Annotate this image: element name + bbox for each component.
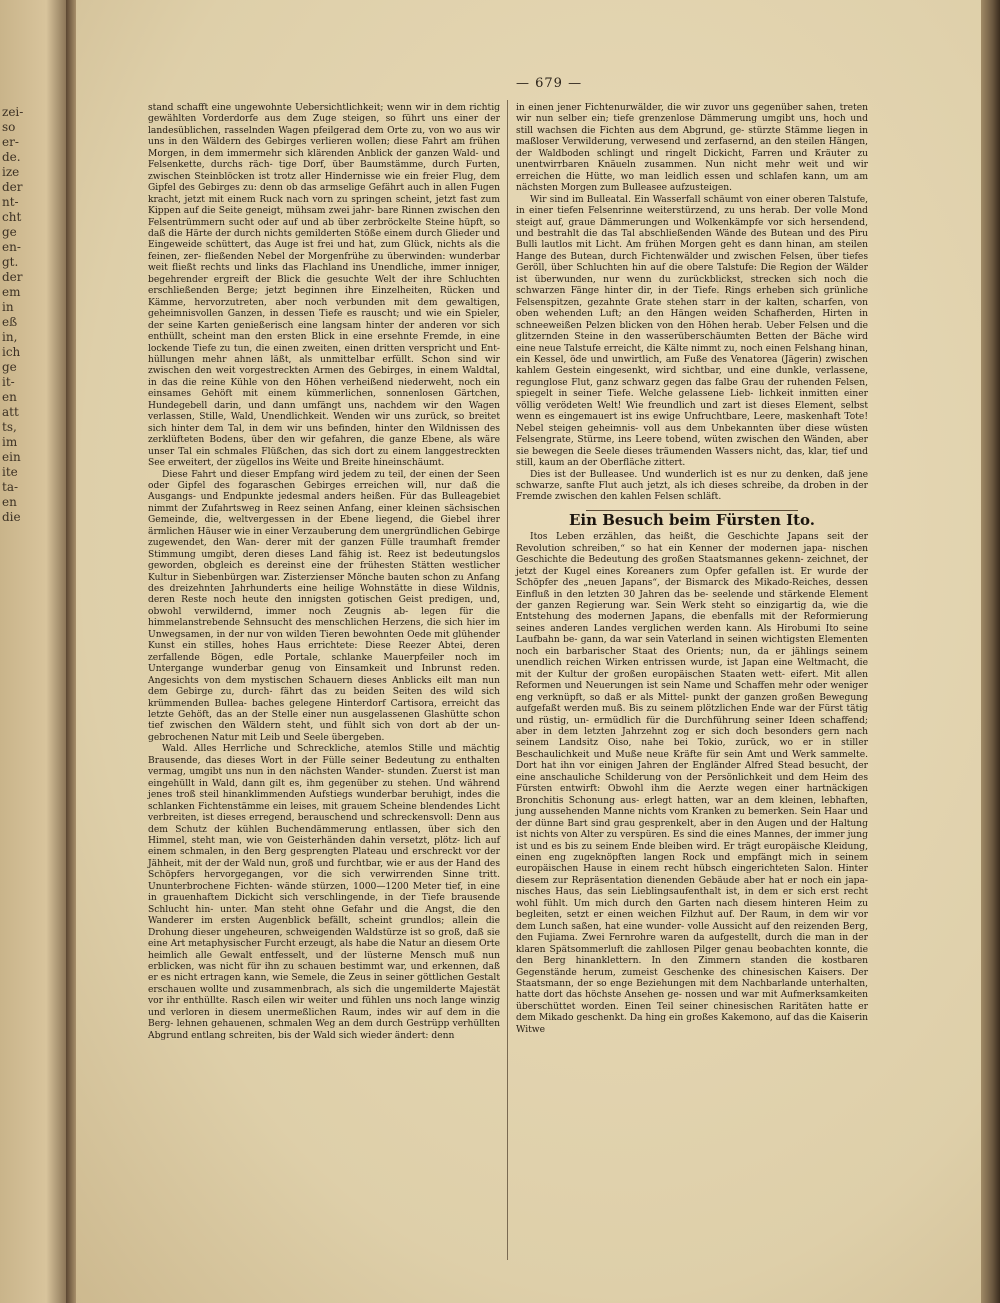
left-page-fragment: en [2,390,17,404]
left-page-fragment: ts, [2,420,17,434]
left-page-edge [0,0,66,1303]
left-page-fragment: im [2,435,18,449]
left-page-fragment: der [2,270,23,284]
paragraph: Itos Leben erzählen, das heißt, die Geschichte Japans seit der Revolution schreiben,“ so hat ein Kenner der modernen japa- nischen Geschichte die Bedeutung des großen Staatsmannes gekenn- zeichnet, der jetzt der Kugel eines Koreaners zum Opfer gefallen ist. Er wurde der Schöpfer des „neuen Japans“, der Bismarck des Mikado-Reiches, dessen Einfluß in den letzten 30 Jahren das be- seelende und stärkende Element der ganzen Regierung war. Sein Werk steht so einzigartig da, wie die Entstehung des modernen Japans, die ebenfalls mit der Reformierung seines anderen Landes verglichen werden kann. Als Hirobumi Ito seine Laufbahn be- gann, da war sein Vaterland in seinen wichtigsten Elementen noch ein barbarischer Staat des Orients; nun, da er jählings seinem unendlich reichen Wirken entrissen wurde, ist Japan eine Weltmacht, die mit der Kultur der großen europäischen Staaten wett- eifert. Mit allen Reformen und Neuerungen ist sein Name und Schaffen mehr oder weniger eng verknüpft, so daß er als Mittel- punkt der ganzen großen Bewegung aufgefaßt werden muß. Bis zu seinem plötzlichen Ende war der Fürst tätig und rüstig, un- ermüdlich für die Durchführung seiner Ideen schaffend; aber in dem letzten Jahrzehnt zog er sich doch besonders gern nach seinem Landsitz Oiso, nahe bei Tokio, zurück, wo er in stiller Beschaulichkeit und Muße neue Kräfte für sein Amt und Werk sammelte. Dort hat ihn vor einigen Jahren der Engländer Alfred Stead besucht, der eine anschauliche Schilderung von der Persönlichkeit und dem Heim des Fürsten entwirft: Obwohl ihm die Aerzte wegen einer hartnäckigen Bronchitis Schonung aus- erlegt hatten, war an dem kleinen, lebhaften, jung aussehenden Manne nichts vom Kranken zu bemerken. Sein Haar und der dünne Bart sind grau gesprenkelt, aber in den Augen und der Haltung ist nichts von Alter zu verspüren. Es sind die eines Mannes, der immer jung ist und es bis zu seinem Ende bleiben wird. Er trägt europäische Kleidung, einen eng zugeknöpften langen Rock und empfängt mich in seinem europäischen Hause in einem recht hübsch eingerichteten Salon. Hinter diesem zur Repräsentation dienenden Gebäude aber hat er noch ein japa- nisches Haus, das sein Lieblingsaufenthalt ist, in dem er sich erst recht wohl fühlt. Um mich durch den Garten nach diesem hinteren Heim zu begleiten, setzt er einen weichen Filzhut auf. Der Raum, in dem wir vor dem Lunch saßen, hat eine wunder- volle Aussicht auf den reizenden Berg, den Fujiama. Zwei Fernrohre waren da aufgestellt, durch die man in der klaren Spätsommerluft die zahllosen Pilger genau beobachten konnte, die den Berg hinanklettern. In den Zimmern standen die kostbaren Gegenstände herum, zumeist Geschenke des chinesischen Kaisers. Der Staatsmann, der so enge Beziehungen mit dem Nachbarlande unterhalten, hatte dort das höchste Ansehen ge- nossen und war mit Aufmerksamkeiten überschüttet worden. Einen Teil seiner chinesischen Raritäten hatte er dem Mikado geschenkt. Da hing ein großes Kakemono, auf das die Kaiserin Witwe [516,532,868,1035]
page-edge [981,0,1000,1303]
left-page-fragment: so [2,120,16,134]
left-page-fragment: ge [2,225,17,239]
left-page-fragment: in [2,300,14,314]
column-rule [507,100,508,1260]
left-page-fragment: eß [2,315,18,329]
left-page-fragment: ize [2,165,20,179]
left-page-fragment: in, [2,330,18,344]
left-page-fragment: en [2,495,17,509]
left-page-fragment: die [2,510,21,524]
left-page-fragment: der [2,180,23,194]
left-page-fragment: it- [2,375,15,389]
left-page-fragment: ta- [2,480,19,494]
page-number: — 679 — [516,76,583,91]
left-page-fragment: zei- [2,105,24,119]
right-page [76,0,981,1303]
left-column [148,103,500,1042]
left-page-fragment: de. [2,150,21,164]
left-page-fragment: ge [2,360,17,374]
left-page-fragment: er- [2,135,19,149]
paragraph: Wald. Alles Herrliche und Schreckliche, atemlos Stille und mächtig Brausende, das dieses Wort in der Fülle seiner Bedeutung zu enthalten vermag, umgibt uns nun in den nächsten Wander- stunden. Zuerst ist man eingehüllt in Wald, dann gilt es, ihm gegenüber zu stehen. Und während jenes troß steil hinanklimmenden Aufstiegs wunderbar beruhigt, indes die schlanken Fichtenstämme ein leises, mit grauem Scheine blendendes Licht verbreiten, ist dieses erregend, berauschend und schreckensvoll: Denn aus dem Schutz der kühlen Buchendämmerung entlassen, über sich den Himmel, steht man, wie von Geisterhänden dahin versetzt, plötz- lich auf einem schmalen, in den Berg gesprengten Plateau und erschreckt vor der Jähheit, mit der der Wald nun, groß und furchtbar, wie er aus der Hand des Schöpfers hervorgegangen, vor die sich verwirrenden Sinne tritt. Ununterbrochene Fichten- wände stürzen, 1000—1200 Meter tief, in eine in grauenhaftem Dickicht sich verschlingende, in der Tiefe brausende Schlucht hin- unter. Man steht ohne Gefahr und die Angst, die den Wanderer im ersten Augenblick befällt, scheint grundlos; allein die Drohung dieser ungeheuren, schweigenden Waldstürze ist so groß, daß sie eine Art metaphysischer Furcht erzeugt, als habe die Natur an diesem Orte heimlich alle Gewalt entfesselt, und der lüsterne Mensch muß nun erblicken, was nicht für ihn zu schauen bestimmt war, und erkennen, daß er es nicht ertragen kann, wie Semele, die Zeus in seiner göttlichen Gestalt erschauen wollte und zusammenbrach, als sich die ungemilderte Majestät vor ihr enthüllte. Rasch eilen wir weiter und fühlen uns noch lange winzig und verloren in diesem unermeßlichen Raum, indes wir auf dem in die Berg- lehnen gehauenen, schmalen Weg an dem durch Gestrüpp verhüllten Abgrund entlang schreiten, bis der Wald sich wieder ändert: denn [148,744,500,1041]
paragraph: Dies ist der Bulleasee. Und wunderlich ist es nur zu denken, daß jene schwarze, sanfte Flut auch jetzt, als ich dieses schreibe, da droben in der Fremde zwischen den kahlen Felsen schläft. [516,469,868,503]
section-title: Ein Besuch beim Fürsten Ito. [568,510,816,529]
left-page-fragment: ein [2,450,21,464]
left-page-fragment: ich [2,345,21,359]
right-column [516,103,868,1036]
left-page-fragment: gt. [2,255,19,269]
left-page-fragment: ite [2,465,18,479]
paragraph: stand schafft eine ungewohnte Uebersichtlichkeit; wenn wir in dem richtig gewählten Vorderdorfe aus dem Zuge steigen, so führt uns einer der landesüblichen, rasselnden Wagen pfeilgerad dem Orte zu, von wo aus wir uns in den Wäldern des Gebirges verlieren wollen; diese Fahrt am frühen Morgen, in dem immermehr sich klärenden Anblick der ganzen Wald- und Felsenkette, durchs räch- tige Dorf, über Baumstämme, durch Furten, zwischen Steinblöcken ist trotz aller Hindernisse wie ein freier Flug, dem Gipfel des Gebirges zu: denn ob das armselige Gefährt auch in allen Fugen kracht, jetzt mit einem Ruck nach vorn zu springen scheint, jetzt fast zum Kippen auf die Seite geneigt, mühsam zwei jahr- bare Rinnen zwischen den Felsentrümmern sucht oder auf und ab über zerbröckelte Steine hüpft, so daß die Härte der durch nichts gemilderten Stöße einem durch Glieder und Eingeweide schüttert, das Auge ist frei und hat, zum Glück, nichts als die feinen, zer- fließenden Nebel der Morgenfrühe zu überwinden: wunderbar weit fließt rechts und links das Flachland ins Unendliche, immer inniger, begehrender ergreift der Blick die gesuchte Welt der ihre Schluchten erschließenden Berge; jetzt beginnen ihre Einzelheiten, Rücken und Kämme, hervorzutreten, aber noch verbunden mit dem gewaltigen, geheimnisvollen Ganzen, in dessen Tiefe es rauscht; und wie ein Spieler, der seine Karten genießerisch eine langsam hinter der anderen vor sich enthüllt, scheint man den ersten Blick in eine ersehnte Fremde, in eine lockende Tiefe zu tun, die einen zweiten, einen dritten verspricht und Ent- hüllungen mehr ahnen läßt, als unmittelbar erfüllt. Schon sind wir zwischen den weit vorgestreckten Armen des Gebirges, in einem Waldtal, in das die reine Kühle von den Höhen verheißend niederweht, noch ein einsames Gehöft mit einem kümmerlichen, sonnenlosen Gärtchen, Hundegebell darin, und dann umfängt uns, nachdem wir den Wagen verlassen, Stille, Wald, Unendlichkeit. Wenden wir uns zurück, so breitet sich hinter dem Tal, in dem wir uns befinden, hinter den Wildnissen des zerklüfteten Bodens, über den wir gefahren, die ganze Ebene, als wäre unser Tal ein schmales Flüßchen, das sich dort zu einem langgestreckten See erweitert, der zügellos ins Weite und Breite hineinschäumt. [148,103,500,469]
left-page-fragment: cht [2,210,22,224]
book-gutter [66,0,76,1303]
left-page-fragment: en- [2,240,21,254]
left-page-fragment: att [2,405,19,419]
paragraph: in einen jener Fichtenurwälder, die wir zuvor uns gegenüber sahen, treten wir nun selber ein; tiefe grenzenlose Dämmerung umgibt uns, hoch und still wachsen die Fichten aus dem Abgrund, ge- stürzte Stämme liegen in maßloser Verwilderung, verwesend und zerfasernd, an den steilen Hängen, der Waldboden schlingt und ringelt Dickicht, Farren und Kräuter zu unentwirrbaren Knäueln zusammen. Nun nicht mehr weit und wir erreichen die Hütte, wo man leidlich essen und schlafen kann, um am nächsten Morgen zum Bulleasee aufzusteigen. [516,103,868,194]
left-page-fragment: em [2,285,21,299]
left-page-fragment: nt- [2,195,19,209]
paragraph: Wir sind im Bulleatal. Ein Wasserfall schäumt von einer oberen Talstufe, in einer tiefen Felsenrinne weiterstürzend, zu uns herab. Der volle Mond steigt auf, graue Dämmerungen und Wolkenkämpfe vor sich hersendend, und bestrahlt die das Tal abschließenden Wände des Butean und des Piru Bulli lautlos mit Licht. Am frühen Morgen geht es dann hinan, am steilen Hange des Butean, durch Fichtenwälder und zwischen Felsen, über tiefes Geröll, über Schluchten hin auf die obere Talstufe: Die Region der Wälder ist überwunden, nur wenn du zurückblickst, strecken sich noch die schwarzen Fänge hinter dir, in der Tiefe. Rings erheben sich grünliche Felsenspitzen, gezahnte Grate stehen starr in der kalten, scharfen, von oben wehenden Luft; an den Hängen weiden Schafherden, Hirten in schneeweißen Pelzen blicken von den Höhen herab. Ueber Felsen und die glitzernden Steine in den wasserüberschäumten Betten der Bäche wird eine neue Talstufe erreicht, die Kälte nimmt zu, noch einen Felshang hinan, ein Kessel, öde und unwirtlich, am Fuße des Venatorea (Jägerin) zwischen kahlem Gestein eingesenkt, wird sichtbar, und eine dunkle, verlassene, regunglose Flut, ganz schwarz gegen das falbe Grau der ruhenden Felsen, spiegelt in seiner Tiefe. Welche gelassene Lieb- lichkeit inmitten einer völlig verödeten Welt! Wie freundlich und zart ist dieses Element, selbst wenn es eingemauert ist ins ewige Unfruchtbare, Leere, maskenhaft Tote! Nebel steigen geheimnis- voll aus dem Unbekannten über diese wüsten Felsengrate, Stürme, ins Leere tobend, wüten zwischen den Wänden, aber sie bewegen die Seele dieses träumenden Wassers nicht, das, klar, tief und still, kaum an der Oberfläche zittert. [516,194,868,469]
paragraph: Diese Fahrt und dieser Empfang wird jedem zu teil, der einen der Seen oder Gipfel des fogaraschen Gebirges erreichen will, nur daß die Ausgangs- und Endpunkte jedesmal anders heißen. Für das Bulleagebiet nimmt der Zufahrtsweg in Reez seinen Anfang, einer kleinen sächsischen Gemeinde, die, weltvergessen in der Ebene liegend, die Giebel ihrer ärmlichen Häuser wie in einer Verzauberung dem unergründlichen Gebirge zugewendet, den Wan- derer mit der ganzen Fülle traumhaft fremder Stimmung umgibt, deren dieses Land fähig ist. Reez ist bedeutungslos geworden, obgleich es dereinst eine der frühesten Stätten westlicher Kultur in Siebenbürgen war. Zisterzienser Mönche bauten schon zu Anfang des dreizehnten Jahrhunderts eine heilige Wohnstätte in diese Wildnis, deren Reste noch heute den innigsten gotischen Geist predigen, und, obwohl verwildernd, immer noch Zeugnis ab- legen für die himmelanstrebende Sehnsucht des menschlichen Herzens, die sich hier im Unwegsamen, in der nur von wilden Tieren bewohnten Oede mit glühender Kunst ein stilles, hohes Haus errichtete: Diese Reezer Abtei, deren zerfallende Bögen, edle Portale, schlanke Mauerpfeiler noch im Untergange wunderbar genug von Einsamkeit und Inbrunst reden. Angesichts von dem mystischen Schauern dieses Anblicks eilt man nun dem Gebirge zu, durch- fährt das zu beiden Seiten des wild sich krümmenden Bullea- baches gelegene Hinterdorf Cartisora, erreicht das letzte Gehöft, das an der Stelle einer nun ausgelassenen Glashütte schon tief zwischen den Wäldern steht, und fühlt sich von dort ab der un- gebrochenen Natur mit Leib und Seele übergeben. [148,469,500,743]
